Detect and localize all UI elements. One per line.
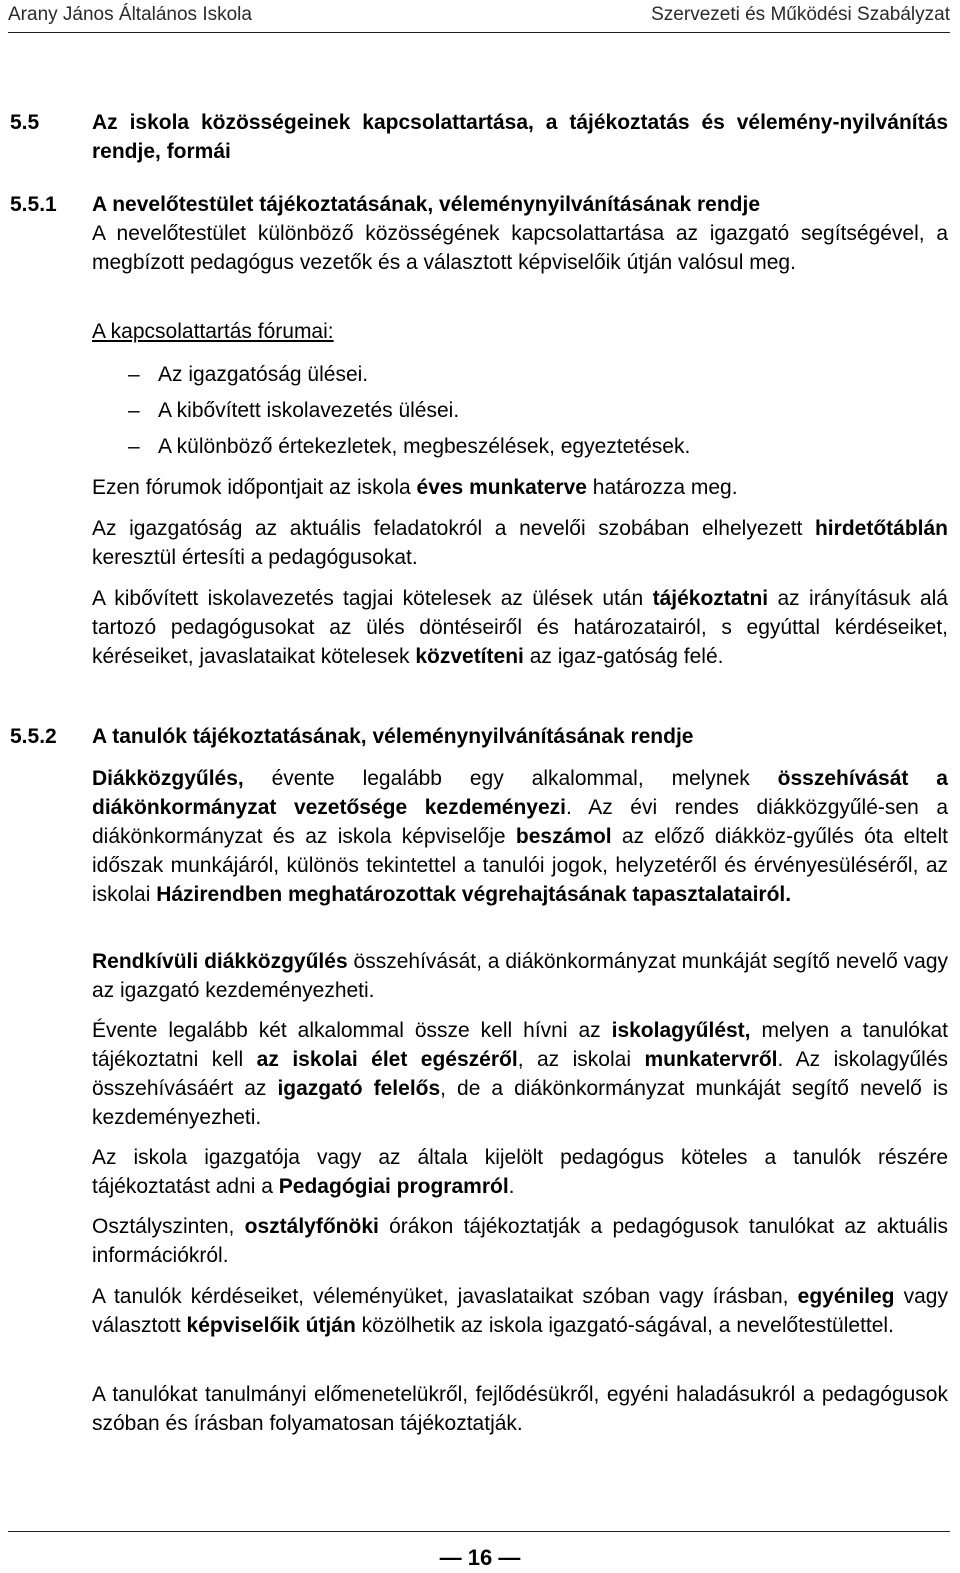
header-document-title: Szervezeti és Működési Szabályzat <box>651 4 950 25</box>
sub1-paragraph-2: Az igazgatóság az aktuális feladatokról a nevelői szobában elhelyezett hirdetőtáblán keresztül értesíti a pedagógusokat. <box>92 517 948 569</box>
subsection-1-number: 5.5.1 <box>10 193 57 216</box>
section-title: Az iskola közösségeinek kapcsolattartása, a tájékoztatás és vélemény-nyilvánítás rendje, formái <box>92 111 948 163</box>
forums-label: A kapcsolattartás fórumai: <box>92 320 334 343</box>
sub1-intro-paragraph: A nevelőtestület különböző közösségének kapcsolattartása az igazgató segítségével, a megbízott pedagógus vezetők és a választott képviselőik útján valósul meg. <box>92 222 948 274</box>
sub2-paragraph-3: Évente legalább két alkalommal össze kell hívni az iskolagyűlést, melyen a tanulókat tájékoztatni kell az iskolai élet egészéről, az iskolai munkatervről. Az iskolagyűlés összehívásáért az igazgató felelős, de a diákönkormányzat munkáját segítő nevelő is kezdeményezheti. <box>92 1019 949 1129</box>
sub2-paragraph-2: Rendkívüli diákközgyűlés összehívását, a diákönkormányzat munkáját segítő nevelő vagy az igazgató kezdeményezheti. <box>92 950 948 1002</box>
list-item: – A különböző értekezletek, megbeszélések, egyeztetések. <box>128 432 690 468</box>
subsection-1-title: A nevelőtestület tájékoztatásának, véleménynyilvánításának rendje <box>92 193 761 216</box>
sub2-paragraph-6: A tanulók kérdéseiket, véleményüket, javaslataikat szóban vagy írásban, egyénileg vagy választott képviselőik útján közölhetik az iskola igazgató-ságával, a nevelőtestülettel. <box>92 1285 948 1337</box>
sub2-paragraph-1: Diákközgyűlés, évente legalább egy alkalommal, melynek összehívását a diákönkormányzat vezetősége kezdeményezi. Az évi rendes diákközgyűlé-sen a diákönkormányzat és az iskola képviselője beszámol az előző diákköz-gyűlés óta eltelt időszak munkájáról, különös tekintettel a tanulói jogok, helyzetéről és érvényesüléséről, az iskolai Házirendben meghatározottak végrehajtásának tapasztalatairól. <box>92 767 948 906</box>
list-item: – A kibővített iskolavezetés ülései. <box>128 396 690 432</box>
subsection-2-number: 5.5.2 <box>10 725 57 748</box>
footer-divider <box>8 1531 950 1532</box>
list-item: – Az igazgatóság ülései. <box>128 360 690 396</box>
page-number: — 16 — <box>439 1545 521 1570</box>
page-header <box>8 4 950 33</box>
header-school-name: Arany János Általános Iskola <box>8 4 252 25</box>
forums-list <box>128 360 690 468</box>
sub2-paragraph-7: A tanulókat tanulmányi előmenetelükről, fejlődésükről, egyéni haladásukról a pedagógusok szóban és írásban folyamatosan tájékoztatják. <box>92 1383 948 1435</box>
sub1-paragraph-1: Ezen fórumok időpontjait az iskola éves munkaterve határozza meg. <box>92 476 738 499</box>
sub1-paragraph-3: A kibővített iskolavezetés tagjai kötelesek az ülések után tájékoztatni az irányításuk alá tartozó pedagógusokat az ülés döntéseiről és határozatairól, s egyúttal kérdéseiket, kéréseiket, javaslataikat kötelesek közvetíteni az igaz-gatóság felé. <box>92 587 948 668</box>
sub2-paragraph-5: Osztályszinten, osztályfőnöki órákon tájékoztatják a pedagógusok tanulókat az aktuális információkról. <box>92 1215 948 1267</box>
sub2-paragraph-4: Az iskola igazgatója vagy az általa kijelölt pedagógus köteles a tanulók részére tájékoztatást adni a Pedagógiai programról. <box>92 1146 948 1198</box>
section-number: 5.5 <box>10 111 40 134</box>
subsection-2-title: A tanulók tájékoztatásának, véleménynyilvánításának rendje <box>92 725 694 748</box>
